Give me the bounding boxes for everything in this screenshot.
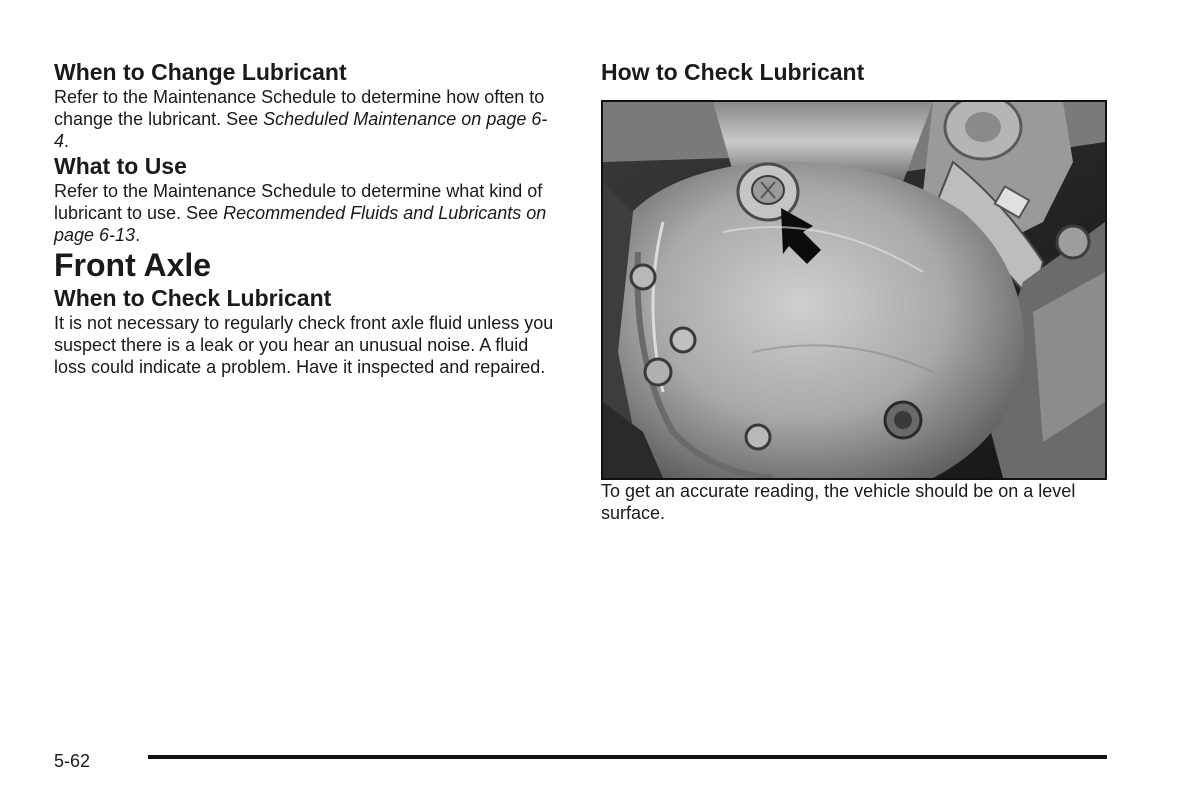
paragraph-end: . (64, 131, 70, 151)
left-column (54, 58, 554, 378)
heading-how-to-check-lubricant: How to Check Lubricant (601, 59, 865, 85)
cross-reference: Scheduled Maintenance on page 6-4 (54, 109, 548, 151)
heading-what-to-use: What to Use (54, 153, 187, 179)
section-title-front-axle: Front Axle (54, 247, 212, 283)
right-column (601, 58, 1111, 524)
paragraph-end: . (135, 225, 141, 245)
heading-when-to-check-lubricant: When to Check Lubricant (54, 285, 332, 311)
footer-rule (148, 755, 1107, 759)
paragraph-text: Refer to the Maintenance Schedule to determine what kind of lubricant to use. See (54, 181, 543, 223)
paragraph-what-to-use (54, 180, 554, 246)
cross-reference: Recommended Fluids and Lubricants on page 6-13 (54, 203, 547, 245)
paragraph-when-to-check: It is not necessary to regularly check front axle fluid unless you suspect there is a leak or you hear an unusual noise. A fluid loss could indicate a problem. Have it inspected and repaired. (54, 313, 554, 377)
axle-illustration (603, 102, 1105, 478)
paragraph-when-to-change (54, 86, 554, 152)
page-number: 5-62 (54, 751, 91, 771)
axle-photo (601, 100, 1107, 480)
heading-when-to-change-lubricant: When to Change Lubricant (54, 59, 347, 85)
paragraph-text: Refer to the Maintenance Schedule to determine how often to change the lubricant. See (54, 87, 545, 129)
photo-caption: To get an accurate reading, the vehicle should be on a level surface. (601, 481, 1076, 523)
